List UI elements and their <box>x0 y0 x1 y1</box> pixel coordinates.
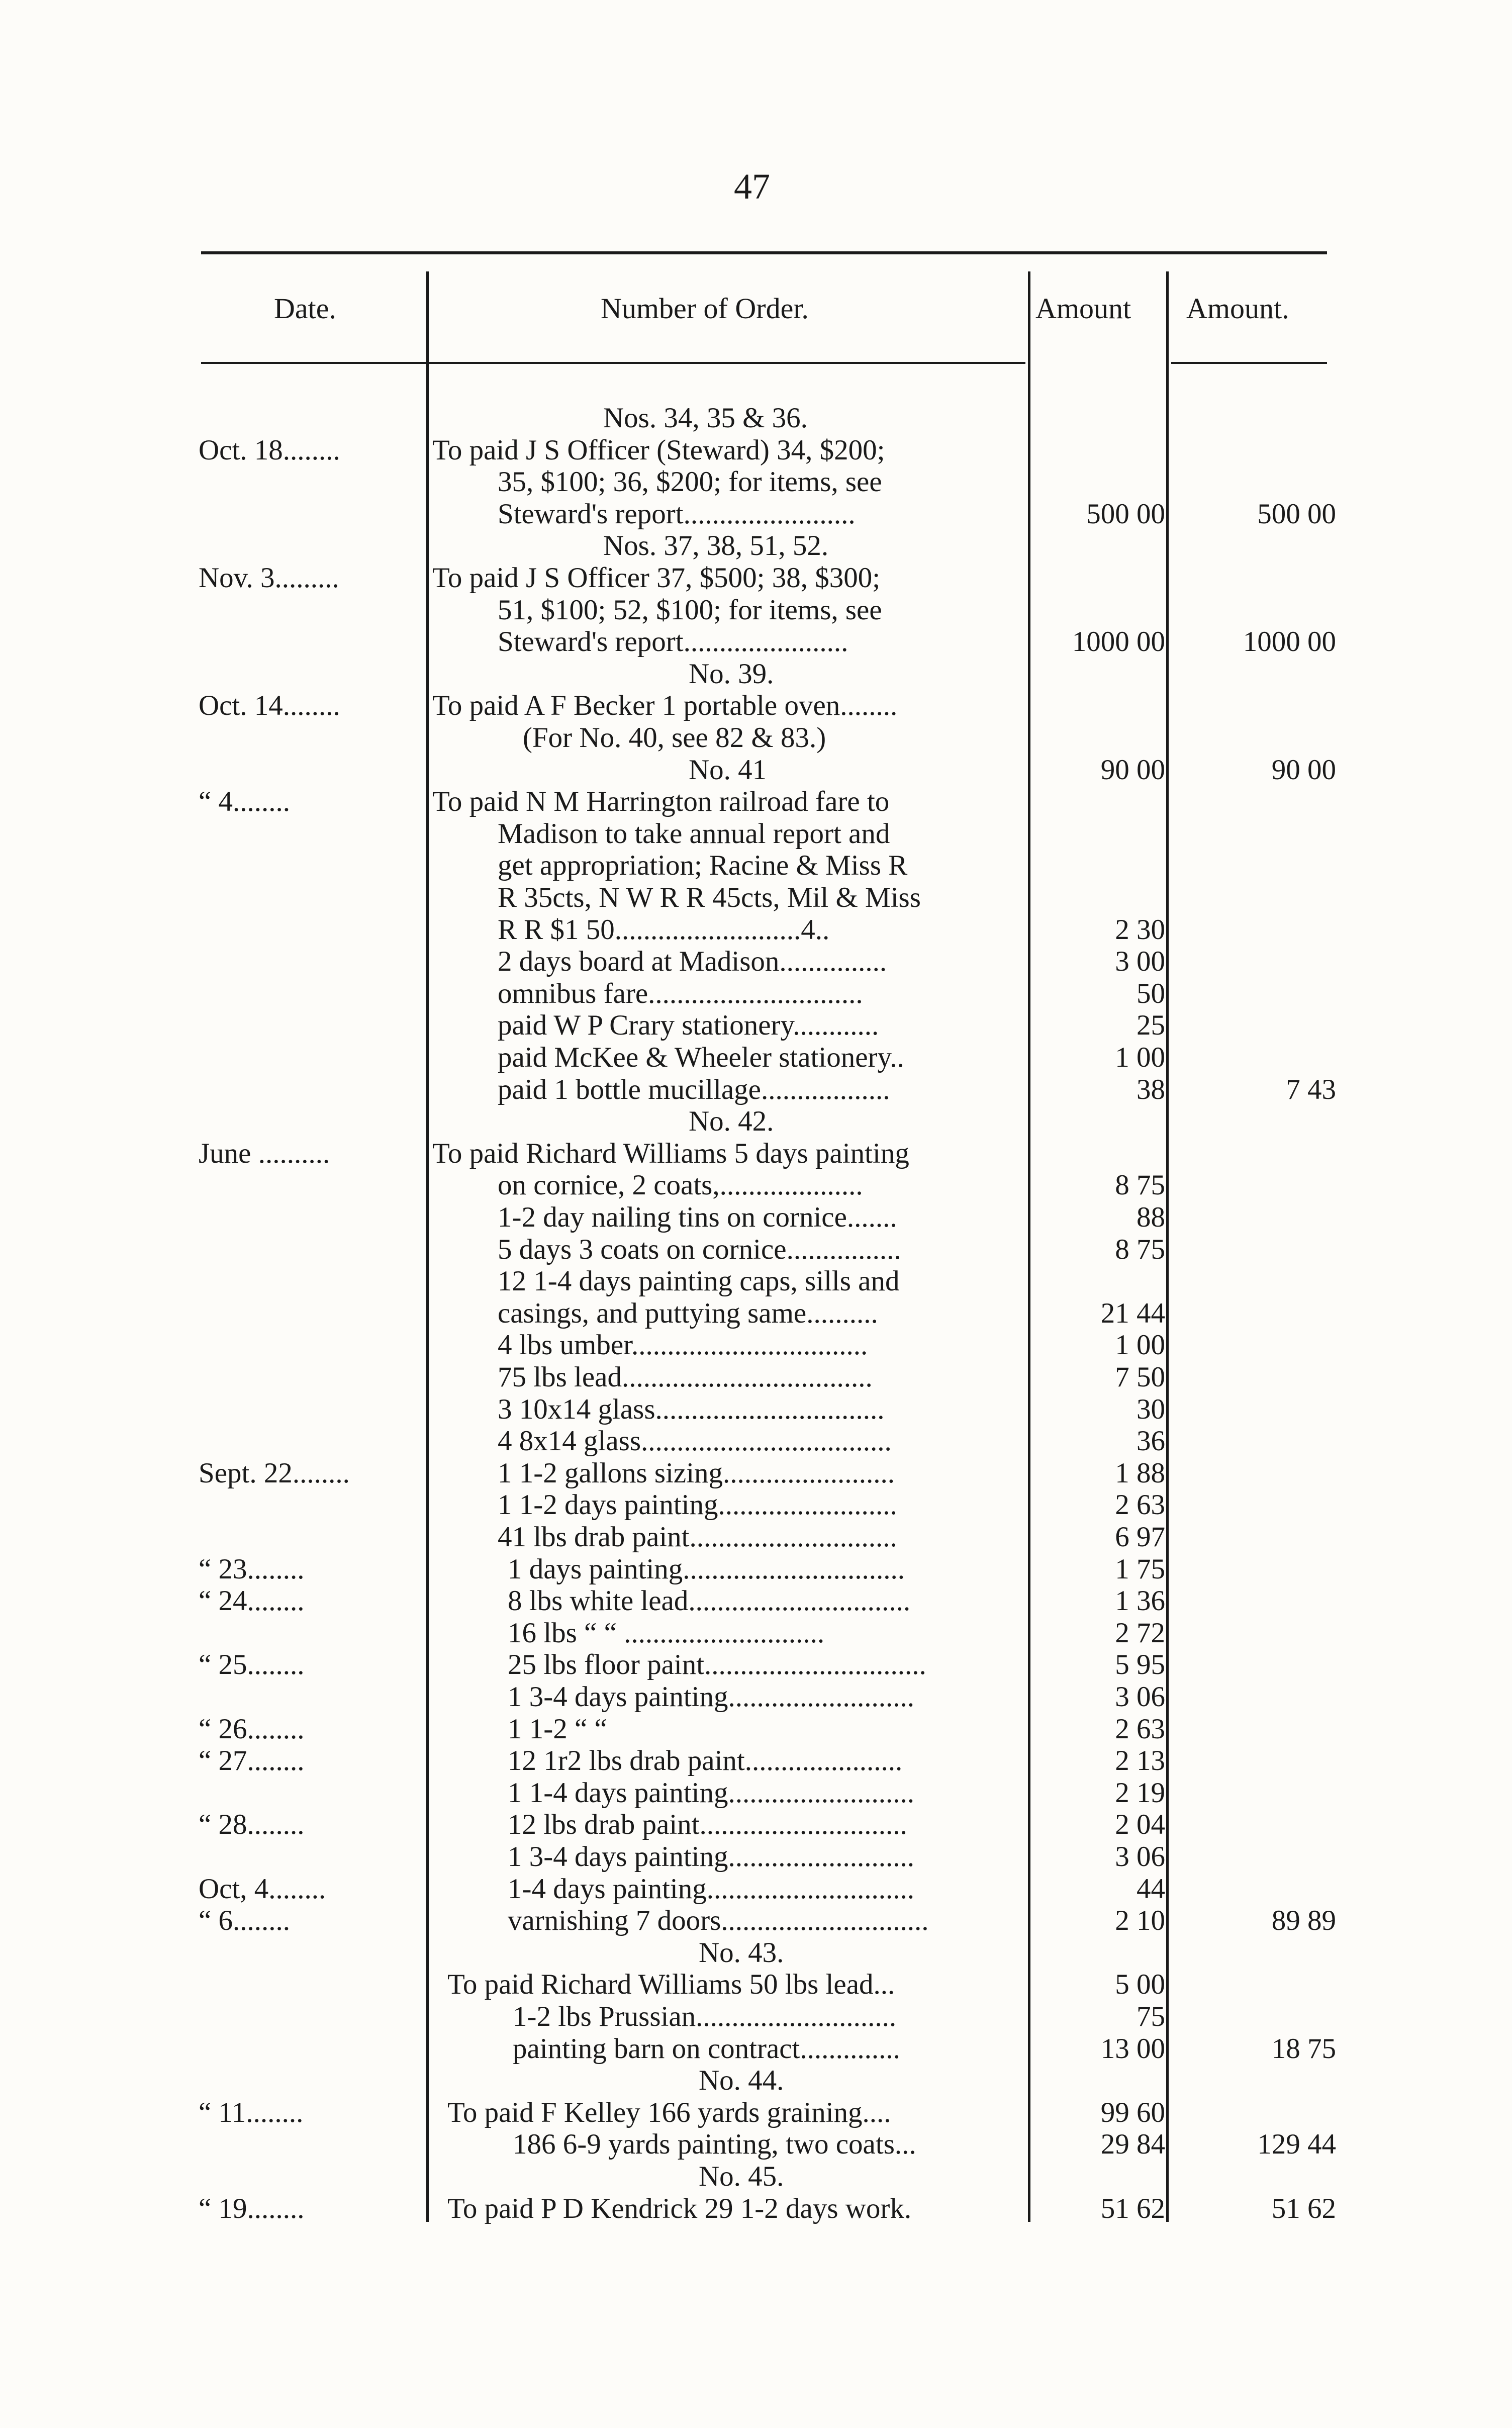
row-amount: 38 <box>1137 1073 1165 1105</box>
ledger-row <box>0 1553 1512 1585</box>
ledger-row <box>0 1329 1512 1361</box>
row-amount: 500 00 <box>1086 498 1165 530</box>
row-description: R R $1 50..........................4.. <box>498 913 830 946</box>
row-amount: 21 44 <box>1100 1297 1165 1329</box>
row-amount: 75 <box>1137 2001 1165 2032</box>
ledger-row <box>0 1841 1512 1873</box>
row-amount: 7 50 <box>1115 1361 1165 1393</box>
row-description: To paid J S Officer (Steward) 34, $200; <box>432 434 885 466</box>
row-date: Oct. 14........ <box>199 690 340 722</box>
ledger-row <box>0 914 1512 946</box>
row-description: 3 10x14 glass................................ <box>498 1393 885 1425</box>
row-description: 5 days 3 coats on cornice................ <box>498 1233 901 1265</box>
row-amount: 50 <box>1137 977 1165 1009</box>
row-amount: 3 00 <box>1115 946 1165 978</box>
row-amount: 88 <box>1137 1201 1165 1233</box>
row-amount-total: 500 00 <box>1257 498 1336 530</box>
ledger-row <box>0 722 1512 754</box>
row-description: 8 lbs white lead............................... <box>508 1585 911 1617</box>
ledger-row <box>0 2128 1512 2161</box>
row-description: No. 39. <box>689 658 774 690</box>
row-amount-total: 129 44 <box>1257 2128 1336 2161</box>
ledger-row <box>0 1585 1512 1617</box>
row-description: To paid J S Officer 37, $500; 38, $300; <box>432 562 881 594</box>
ledger-row <box>0 818 1512 850</box>
row-description: No. 44. <box>699 2065 784 2097</box>
ledger-row <box>0 1489 1512 1521</box>
row-date: Sept. 22........ <box>199 1457 350 1489</box>
row-amount-total: 51 62 <box>1271 2192 1336 2224</box>
row-amount-total: 18 75 <box>1271 2032 1336 2065</box>
row-description: 12 lbs drab paint............................. <box>508 1809 907 1841</box>
header-date: Date. <box>274 292 336 325</box>
ledger-row <box>0 946 1512 978</box>
row-date: “ 26........ <box>199 1713 305 1745</box>
row-amount: 99 60 <box>1100 2096 1165 2128</box>
ledger-row <box>0 1393 1512 1426</box>
row-description: Steward's report....................... <box>498 626 848 658</box>
row-description: To paid N M Harrington railroad fare to <box>432 786 890 818</box>
row-amount: 3 06 <box>1115 1681 1165 1713</box>
row-date: June .......... <box>199 1137 330 1169</box>
row-amount: 2 04 <box>1115 1809 1165 1841</box>
row-description: Nos. 37, 38, 51, 52. <box>603 530 829 562</box>
row-amount: 1000 00 <box>1072 626 1165 658</box>
row-description: Madison to take annual report and <box>498 817 890 850</box>
ledger-row <box>0 658 1512 690</box>
ledger-row <box>0 1105 1512 1138</box>
ledger-row <box>0 1521 1512 1553</box>
ledger-row <box>0 2097 1512 2129</box>
row-description: To paid A F Becker 1 portable oven........ <box>432 690 898 722</box>
row-amount-total: 89 89 <box>1271 1905 1336 1937</box>
row-description: omnibus fare.............................. <box>498 977 863 1009</box>
ledger-row <box>0 1457 1512 1489</box>
row-description: (For No. 40, see 82 & 83.) <box>523 722 826 754</box>
row-amount: 29 84 <box>1100 2128 1165 2161</box>
row-description: casings, and puttying same.......... <box>498 1297 878 1329</box>
row-amount: 1 00 <box>1115 1042 1165 1073</box>
row-description: 1 1-2 “ “ <box>508 1713 607 1745</box>
row-date: Oct. 18........ <box>199 434 340 466</box>
row-description: To paid F Kelley 166 yards graining.... <box>447 2096 891 2128</box>
row-description: 1 3-4 days painting.......................... <box>508 1681 915 1713</box>
row-description: 186 6-9 yards painting, two coats... <box>513 2128 916 2161</box>
header-bottom-rule-right <box>1171 362 1327 364</box>
row-description: varnishing 7 doors............................. <box>508 1905 929 1937</box>
row-description: 1 days painting............................... <box>508 1553 905 1585</box>
row-description: To paid Richard Williams 50 lbs lead... <box>447 1969 895 2001</box>
row-amount: 30 <box>1137 1393 1165 1425</box>
ledger-row <box>0 978 1512 1010</box>
ledger-row <box>0 1009 1512 1042</box>
row-description: To paid P D Kendrick 29 1-2 days work. <box>447 2192 912 2224</box>
row-amount: 8 75 <box>1115 1233 1165 1265</box>
ledger-row <box>0 1905 1512 1937</box>
ledger-row <box>0 498 1512 530</box>
row-description: 1-2 lbs Prussian............................ <box>513 2001 897 2032</box>
row-amount: 6 97 <box>1115 1521 1165 1553</box>
ledger-row <box>0 1777 1512 1809</box>
ledger-row <box>0 2033 1512 2065</box>
row-description: 2 days board at Madison............... <box>498 946 887 978</box>
row-description: 12 1r2 lbs drab paint...................... <box>508 1745 903 1777</box>
row-description: paid W P Crary stationery............ <box>498 1009 879 1042</box>
row-amount-total: 1000 00 <box>1243 626 1336 658</box>
row-description: 1-4 days painting............................. <box>508 1873 915 1905</box>
row-description: Nos. 34, 35 & 36. <box>603 402 808 434</box>
ledger-row <box>0 594 1512 626</box>
row-amount: 2 63 <box>1115 1713 1165 1745</box>
row-date: “ 19........ <box>199 2192 305 2224</box>
ledger-row <box>0 1361 1512 1393</box>
row-amount: 13 00 <box>1100 2032 1165 2065</box>
row-description: 1 3-4 days painting.......................... <box>508 1841 915 1873</box>
row-amount: 2 10 <box>1115 1905 1165 1937</box>
row-date: “ 23........ <box>199 1553 305 1585</box>
row-amount: 44 <box>1137 1873 1165 1905</box>
ledger-row <box>0 530 1512 562</box>
row-amount: 2 19 <box>1115 1777 1165 1809</box>
row-amount: 25 <box>1137 1009 1165 1042</box>
header-amount-total: Amount. <box>1186 292 1289 325</box>
row-amount-total: 90 00 <box>1271 754 1336 786</box>
row-description: 1 1-2 gallons sizing........................ <box>498 1457 895 1489</box>
row-amount: 36 <box>1137 1425 1165 1457</box>
header-amount: Amount <box>1035 292 1131 325</box>
ledger-row <box>0 626 1512 658</box>
ledger-row <box>0 2065 1512 2097</box>
ledger-row <box>0 1234 1512 1266</box>
row-date: Nov. 3......... <box>199 562 339 594</box>
ledger-row <box>0 1649 1512 1681</box>
row-date: “ 27........ <box>199 1745 305 1777</box>
header-bottom-rule <box>201 362 1025 364</box>
row-description: 1 1-4 days painting.......................... <box>508 1777 915 1809</box>
ledger-row <box>0 466 1512 498</box>
row-date: “ 28........ <box>199 1809 305 1841</box>
row-description: painting barn on contract.............. <box>513 2032 900 2065</box>
row-description: To paid Richard Williams 5 days painting <box>432 1137 909 1169</box>
ledger-row <box>0 1617 1512 1649</box>
row-amount: 2 72 <box>1115 1617 1165 1649</box>
row-amount-total: 7 43 <box>1286 1073 1336 1105</box>
ledger-row <box>0 850 1512 882</box>
row-description: 4 8x14 glass................................... <box>498 1425 892 1457</box>
row-amount: 1 75 <box>1115 1553 1165 1585</box>
row-date: “ 11........ <box>199 2096 304 2128</box>
ledger-row <box>0 1074 1512 1106</box>
header-top-rule <box>201 251 1327 254</box>
row-description: 51, $100; 52, $100; for items, see <box>498 594 882 626</box>
ledger-row <box>0 562 1512 594</box>
row-description: 1-2 day nailing tins on cornice....... <box>498 1201 897 1233</box>
row-amount: 8 75 <box>1115 1169 1165 1201</box>
ledger-row <box>0 1425 1512 1457</box>
row-description: 16 lbs “ “ ............................ <box>508 1617 825 1649</box>
row-description: 35, $100; 36, $200; for items, see <box>498 466 882 498</box>
row-description: paid McKee & Wheeler stationery.. <box>498 1042 904 1073</box>
row-description: No. 45. <box>699 2161 784 2192</box>
row-description: Steward's report........................ <box>498 498 856 530</box>
row-description: 4 lbs umber................................. <box>498 1329 868 1361</box>
row-amount: 1 00 <box>1115 1329 1165 1361</box>
row-description: R 35cts, N W R R 45cts, Mil & Miss <box>498 882 921 913</box>
row-date: “ 24........ <box>199 1585 305 1617</box>
row-amount: 2 13 <box>1115 1745 1165 1777</box>
row-description: No. 43. <box>699 1936 784 1969</box>
row-description: 75 lbs lead................................... <box>498 1361 873 1393</box>
row-amount: 90 00 <box>1100 754 1165 786</box>
row-date: “ 6........ <box>199 1905 291 1937</box>
ledger-row <box>0 1265 1512 1297</box>
ledger-row <box>0 1809 1512 1841</box>
row-description: 12 1-4 days painting caps, sills and <box>498 1265 900 1297</box>
ledger-row <box>0 1713 1512 1745</box>
row-description: paid 1 bottle mucillage.................. <box>498 1073 890 1105</box>
row-description: get appropriation; Racine & Miss R <box>498 850 908 882</box>
row-description: 25 lbs floor paint............................... <box>508 1649 926 1681</box>
ledger-row <box>0 2193 1512 2225</box>
row-description: No. 41 <box>689 754 767 786</box>
row-description: 41 lbs drab paint............................. <box>498 1521 897 1553</box>
ledger-row <box>0 786 1512 818</box>
row-amount: 5 00 <box>1115 1969 1165 2001</box>
row-amount: 2 63 <box>1115 1489 1165 1521</box>
ledger-row <box>0 402 1512 434</box>
row-amount: 1 88 <box>1115 1457 1165 1489</box>
ledger-row <box>0 2161 1512 2193</box>
row-date: “ 25........ <box>199 1649 305 1681</box>
ledger-row <box>0 1042 1512 1074</box>
row-amount: 5 95 <box>1115 1649 1165 1681</box>
ledger-row <box>0 1681 1512 1713</box>
ledger-row <box>0 1873 1512 1905</box>
row-date: Oct, 4........ <box>199 1873 326 1905</box>
ledger-row <box>0 1297 1512 1330</box>
ledger-row <box>0 1937 1512 1969</box>
ledger-row <box>0 882 1512 914</box>
row-amount: 51 62 <box>1100 2192 1165 2224</box>
header-number-of-order: Number of Order. <box>601 292 809 325</box>
row-amount: 3 06 <box>1115 1841 1165 1873</box>
page-number: 47 <box>734 166 770 207</box>
ledger-row <box>0 1969 1512 2001</box>
ledger-row <box>0 1169 1512 1201</box>
ledger-row <box>0 1138 1512 1170</box>
ledger-row <box>0 690 1512 722</box>
row-description: 1 1-2 days painting......................... <box>498 1489 897 1521</box>
row-amount: 2 30 <box>1115 913 1165 946</box>
ledger-row <box>0 754 1512 786</box>
ledger-row <box>0 434 1512 466</box>
row-description: on cornice, 2 coats,.................... <box>498 1169 863 1201</box>
ledger-row <box>0 1745 1512 1777</box>
ledger-row <box>0 1201 1512 1234</box>
ledger-row <box>0 2001 1512 2033</box>
row-date: “ 4........ <box>199 786 291 818</box>
row-description: No. 42. <box>689 1105 774 1138</box>
row-amount: 1 36 <box>1115 1585 1165 1617</box>
